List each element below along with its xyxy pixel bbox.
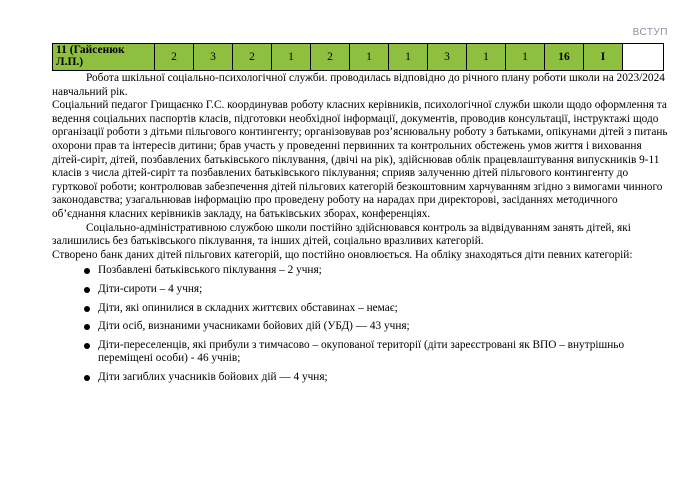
header-section-link[interactable]: ВСТУП (632, 27, 668, 38)
table-cell: 2 (155, 44, 194, 71)
categories-list (52, 264, 672, 384)
bullet-icon (84, 287, 90, 293)
table-row (53, 44, 664, 71)
bullet-icon (84, 306, 90, 312)
table-cell-name: 11 (Гайсенюк Л.П.) (53, 44, 155, 71)
paragraph-plan: Робота шкільної соціально-психологічної служби. проводилась відповідно до річного плану роботи школи на 2023/2024 навчальний рік. (52, 72, 665, 98)
list-item: Діти-сироти – 4 учня; (98, 283, 672, 297)
table-cell: 2 (311, 44, 350, 71)
list-item: Діти осіб, визнаними учасниками бойових дій (УБД) — 43 учня; (98, 320, 672, 334)
list-item: Позбавлені батьківського піклування – 2 учня; (98, 264, 672, 278)
table-cell: 2 (233, 44, 272, 71)
paragraph-attendance-control: Соціально-адміністративною службою школи постійно здійснювався контроль за відвідуванням занять дітей, які залишились без батьківського піклування, та інших дітей, соціально вразливих категорій. (52, 221, 631, 248)
table-cell: 1 (506, 44, 545, 71)
bullet-icon (84, 343, 90, 349)
table-cell: 1 (467, 44, 506, 71)
bullet-icon (84, 324, 90, 330)
table-cell: 3 (428, 44, 467, 71)
bullet-icon (84, 375, 90, 381)
table-cell-empty (623, 44, 664, 71)
list-item: Діти загиблих учасників бойових дій — 4 учня; (98, 371, 672, 385)
scores-table (52, 43, 664, 71)
bullet-icon (84, 268, 90, 274)
list-item: Діти-переселенців, які прибули з тимчасово – окупованої території (діти зареєстровані як ВПО – внутрішньо переміщені особи) - 46 учнів; (98, 339, 672, 366)
table-cell: 1 (272, 44, 311, 71)
table-cell: 3 (194, 44, 233, 71)
table-cell-total: 16 (545, 44, 584, 71)
paragraph-database: Створено банк даних дітей пільгових категорій, що постійно оновлюється. На обліку знаходяться діти певних категорій: (52, 248, 633, 261)
document-body (52, 72, 672, 389)
paragraph-social-pedagogue: Соціальний педагог Грищаєнко Г.С. координував роботу класних керівників, психологічної служби школи щодо оформлення та ведення соціальних паспортів класів, підготовки необхідної інформації, документів, проводив консультації, інструктажі щодо організації роботи з дітьми пільгового контингенту; організовував роз’яснювальну роботу з батьками, опікунами дітей з питань охорони прав та інтересів дитини; брав участь у проведенні первинних та контрольних обстежень умов життя і виховання дітей-сиріт, дітей, позбавлених батьківського піклування, (двічі на рік), здійснював облік працевлаштування випускників 9-11 класів з числа дітей-сиріт та позбавлених батьківського піклування; сприяв залученню дітей пільгового контингенту до гурткової роботи; контролював забезпечення дітей пільгових категорій безкоштовним харчуванням згідно з вимогами чинного законодавства; узагальнював інформацію про проведену роботу на нарадах при директорові, засіданнях методичного об’єднання класних керівників закладу, на батьківських зборах, конференціях. (52, 99, 668, 220)
table-cell: 1 (350, 44, 389, 71)
list-item: Діти, які опинилися в складних життєвих обставинах – немає; (98, 302, 672, 316)
table-cell-level: I (584, 44, 623, 71)
table-cell: 1 (389, 44, 428, 71)
